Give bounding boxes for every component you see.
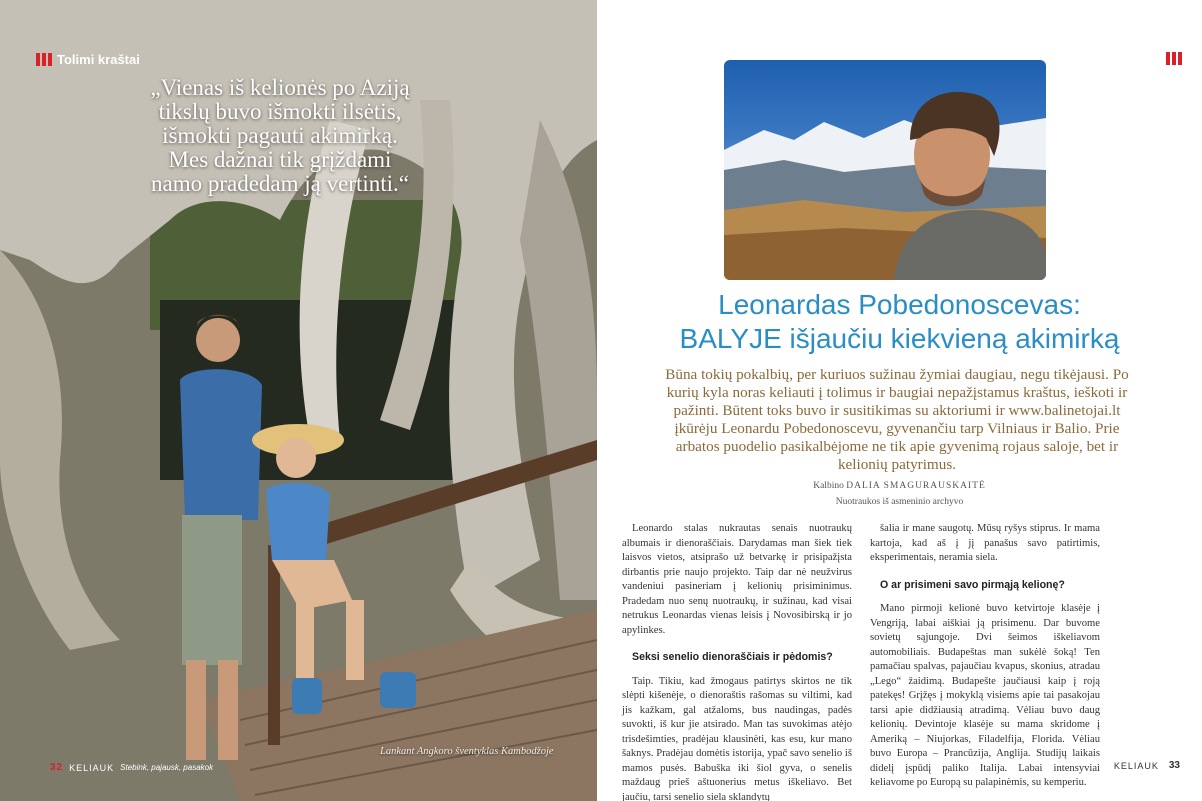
footer-left (50, 762, 213, 773)
section-tag (36, 52, 140, 67)
interviewer-label: Kalbino (813, 481, 844, 491)
article-page (597, 0, 1202, 801)
article-credits (597, 478, 1202, 510)
magazine-name-left: KELIAUK (69, 762, 115, 773)
column-2-question: O ar prisimeni savo pirmąją kelionę? (880, 578, 1065, 591)
magazine-name-right: KELIAUK (1113, 760, 1159, 771)
section-tag-label: Tolimi kraštai (57, 52, 140, 67)
mountain-portrait-illustration (724, 60, 1046, 280)
column-1-paragraph-1: Leonardo stalas nukrautas senais nuotraukų albumais ir dienoraščiais. Darydamas man šiek tiek laisvos vietos, atsiprašo už betvarkę ir prisipažįsta dirbantis prie naujo projekto. Taip dar nė neužvirus vandeniui pasineriam į kelionių prisiminimus. Pradedam nuo senų nuotraukų, ir sužinau, kad visai netrukus Leonardas vienas leisis į Novosibirską ir jo apylinkes. (622, 523, 852, 636)
portrait-photo (724, 60, 1046, 280)
article-column-1 (622, 522, 852, 801)
footer-right (1114, 760, 1180, 771)
column-1-paragraph-2: Taip. Tikiu, kad žmogaus patirtys skirtos ne tik slėpti kišenėje, o dienoraštis rašomas su viltimi, kad jis kažkam, gal atžaloms, bus naudingas, padės suvokti, iš kur jie atsirado. Man tas suvokimas atėjo trisdešimties, pradėjau klausinėti, kas esu, kur mano šaknys. Pradėjau domėtis istorija, ypač savo senelio iš mamos pusės. Babuška iki šiol gyva, o senelis maždaug prieš aštuonerius metus iškeliavo. Bet jaučiu, tarsi senelio siela sklandytų (622, 675, 852, 801)
headline-line-1: Leonardas Pobedonoscevas: (718, 289, 1081, 320)
section-marker-icon (36, 53, 52, 66)
page-number-left: 32 (50, 762, 64, 773)
page-number-right: 33 (1168, 760, 1180, 771)
headline-line-2: BALYJE išjaučiu kiekvieną akimirką (679, 323, 1120, 354)
section-marker-icon-right (1166, 52, 1182, 65)
pull-quote: „Vienas iš kelionės po Aziją tikslų buvo išmokti ilsėtis, išmokti pagauti akimirką. Mes dažnai tik grįždami namo pradedam ją vertinti.“ (150, 75, 410, 196)
column-1-question: Seksi senelio dienoraščiais ir pėdomis? (632, 651, 833, 663)
column-2-paragraph-1: šalia ir mane saugotų. Mūsų ryšys stiprus. Ir mama kartoja, kad aš į jį panašus savo patirtimis, eksperimentais, neramia siela. (870, 523, 1100, 563)
article-column-2 (870, 522, 1100, 791)
photo-caption: Lankant Angkoro šventyklas Kambodžoje (380, 746, 554, 757)
magazine-tagline: Stebink, pajausk, pasakok (120, 763, 214, 772)
interviewer-name: DALIA SMAGURAUSKAITĖ (846, 481, 986, 491)
cover-photo-spread (0, 0, 597, 801)
article-headline (597, 288, 1202, 356)
column-2-paragraph-2: Mano pirmoji kelionė buvo ketvirtoje klasėje į Vengriją, labai aiškiai ją prisimenu. Dar buvome sovietų sąjungoje. Dvi šeimos iškeliavom automobiliais. Budapeštas man sukėlė šoką! Ten pamačiau spalvas, pajaučiau kvapus, skonius, atradau „Lego“ žaidimą. Budapešte jaučiausi kaip į roją patekęs! Grįžęs į mokyklą visiems apie tai pasakojau tarsi apie didžiausią atradimą. Vėliau buvo daug kelionių. Devintoje klasėje su mama skridome į Ameriką – Niujorkas, Filadelfija, Florida. Vėliau buvo Europa – Prancūzija, Anglija. Studijų laikais didelį įspūdį paliko Italija. Labai intensyviai keliavome po Europą su palapinėmis, su kemperiu. (870, 603, 1100, 788)
article-lede: Būna tokių pokalbių, per kuriuos sužinau žymiai daugiau, negu tikėjausi. Po kurių kyla noras keliauti į tolimus ir baugiai nepažįstamus kraštus, ieškoti ir pažinti. Būtent toks buvo ir susitikimas su aktoriumi ir www.balinetojai.lt įkūrėju Leonardu Pobedonoscevu, gyvenančiu tarp Vilniaus ir Balio. Prie arbatos puodelio pasikalbėjome ne tik apie gyvenimą rojaus saloje, bet ir kelionių patyrimus. (665, 366, 1129, 473)
photo-credit: Nuotraukos iš asmeninio archyvo (835, 497, 964, 507)
